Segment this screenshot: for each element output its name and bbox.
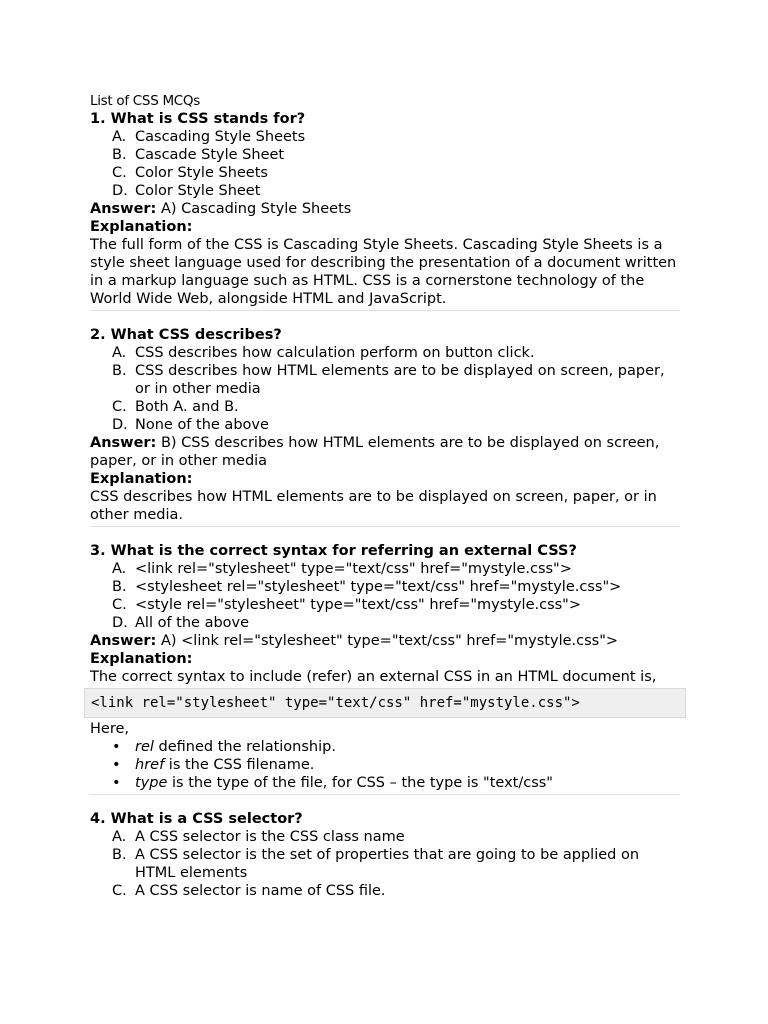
document-title: List of CSS MCQs [90,93,200,109]
option-letter: C. [112,165,127,181]
option-text: None of the above [135,417,269,433]
answer-text: B) CSS describes how HTML elements are to be displayed on screen, paper, or in other media [90,435,660,469]
option-text: Cascade Style Sheet [135,147,285,163]
option-letter: C. [112,597,127,613]
divider [90,526,680,527]
option-letter: A. [112,129,127,145]
option-d [90,614,680,632]
option-d [90,416,680,434]
explanation-label: Explanation: [90,219,193,235]
explanation-label: Explanation: [90,651,193,667]
bullet-item [90,756,680,774]
answer-text: A) Cascading Style Sheets [160,201,352,217]
option-letter: B. [112,363,127,379]
option-letter: B. [112,579,127,595]
option-letter: A. [112,345,127,361]
option-a [90,828,680,846]
option-b [90,578,680,596]
option-letter: D. [112,417,128,433]
option-b [90,846,680,882]
option-text: A CSS selector is the CSS class name [135,829,405,845]
answer-line [90,200,680,218]
option-letter: C. [112,399,127,415]
answer-text: A) <link rel="stylesheet" type="text/css" href="mystyle.css"> [160,633,619,649]
explanation-text: The full form of the CSS is Cascading Style Sheets. Cascading Style Sheets is a style sheet language used for describing the presentation of a document written in a markup language such as HTML. CSS is a cornerstone technology of the World Wide Web, alongside HTML and JavaScript. [90,237,677,307]
option-text: Color Style Sheet [135,183,261,199]
option-text: A CSS selector is name of CSS file. [135,883,386,899]
option-text: All of the above [135,615,250,631]
bullet-term: href [135,757,165,773]
option-letter: A. [112,829,127,845]
bullet-term: type [135,775,168,791]
explanation-text: The correct syntax to include (refer) an external CSS in an HTML document is, [90,669,657,685]
option-c [90,882,680,900]
question-3 [90,542,680,792]
option-b [90,362,680,398]
question-title: 2. What CSS describes? [90,327,282,343]
bullet-item [90,774,680,792]
option-text: Cascading Style Sheets [135,129,306,145]
options-list [90,128,680,200]
bullet-text: is the type of the file, for CSS – the type is "text/css" [167,775,553,791]
question-title: 1. What is CSS stands for? [90,111,306,127]
question-4 [90,810,680,900]
explanation-label: Explanation: [90,471,193,487]
question-title: 3. What is the correct syntax for referring an external CSS? [90,543,577,559]
option-c [90,398,680,416]
options-list [90,560,680,632]
bullet-icon: • [112,775,121,791]
bullet-list [90,738,680,792]
options-list [90,344,680,434]
option-b [90,146,680,164]
options-list [90,828,680,900]
option-d [90,182,680,200]
option-text: Color Style Sheets [135,165,268,181]
here-text: Here, [90,721,129,737]
explanation-text: CSS describes how HTML elements are to be displayed on screen, paper, or in other media. [90,489,657,523]
question-title: 4. What is a CSS selector? [90,811,303,827]
option-a [90,128,680,146]
answer-line [90,632,680,650]
option-text: <stylesheet rel="stylesheet" type="text/css" href="mystyle.css"> [135,579,622,595]
answer-label: Answer: [90,633,157,649]
option-text: <style rel="stylesheet" type="text/css" href="mystyle.css"> [135,597,581,613]
option-text: Both A. and B. [135,399,239,415]
bullet-text: defined the relationship. [153,739,336,755]
divider [90,794,680,795]
option-letter: C. [112,883,127,899]
option-a [90,560,680,578]
bullet-icon: • [112,757,121,773]
bullet-text: is the CSS filename. [164,757,315,773]
option-letter: B. [112,147,127,163]
answer-label: Answer: [90,201,157,217]
option-text: CSS describes how HTML elements are to be displayed on screen, paper, or in other media [135,363,665,397]
bullet-term: rel [135,739,154,755]
divider [90,310,680,311]
question-2 [90,326,680,524]
option-c [90,596,680,614]
code-block: <link rel="stylesheet" type="text/css" href="mystyle.css"> [84,688,686,718]
answer-label: Answer: [90,435,157,451]
option-letter: B. [112,847,127,863]
bullet-icon: • [112,739,121,755]
document-page [90,92,680,900]
option-text: A CSS selector is the set of properties that are going to be applied on HTML elements [135,847,640,881]
bullet-item [90,738,680,756]
option-text: <link rel="stylesheet" type="text/css" href="mystyle.css"> [135,561,572,577]
option-letter: D. [112,615,128,631]
option-c [90,164,680,182]
option-text: CSS describes how calculation perform on button click. [135,345,535,361]
option-a [90,344,680,362]
option-letter: A. [112,561,127,577]
question-1 [90,110,680,308]
answer-line [90,434,680,470]
option-letter: D. [112,183,128,199]
